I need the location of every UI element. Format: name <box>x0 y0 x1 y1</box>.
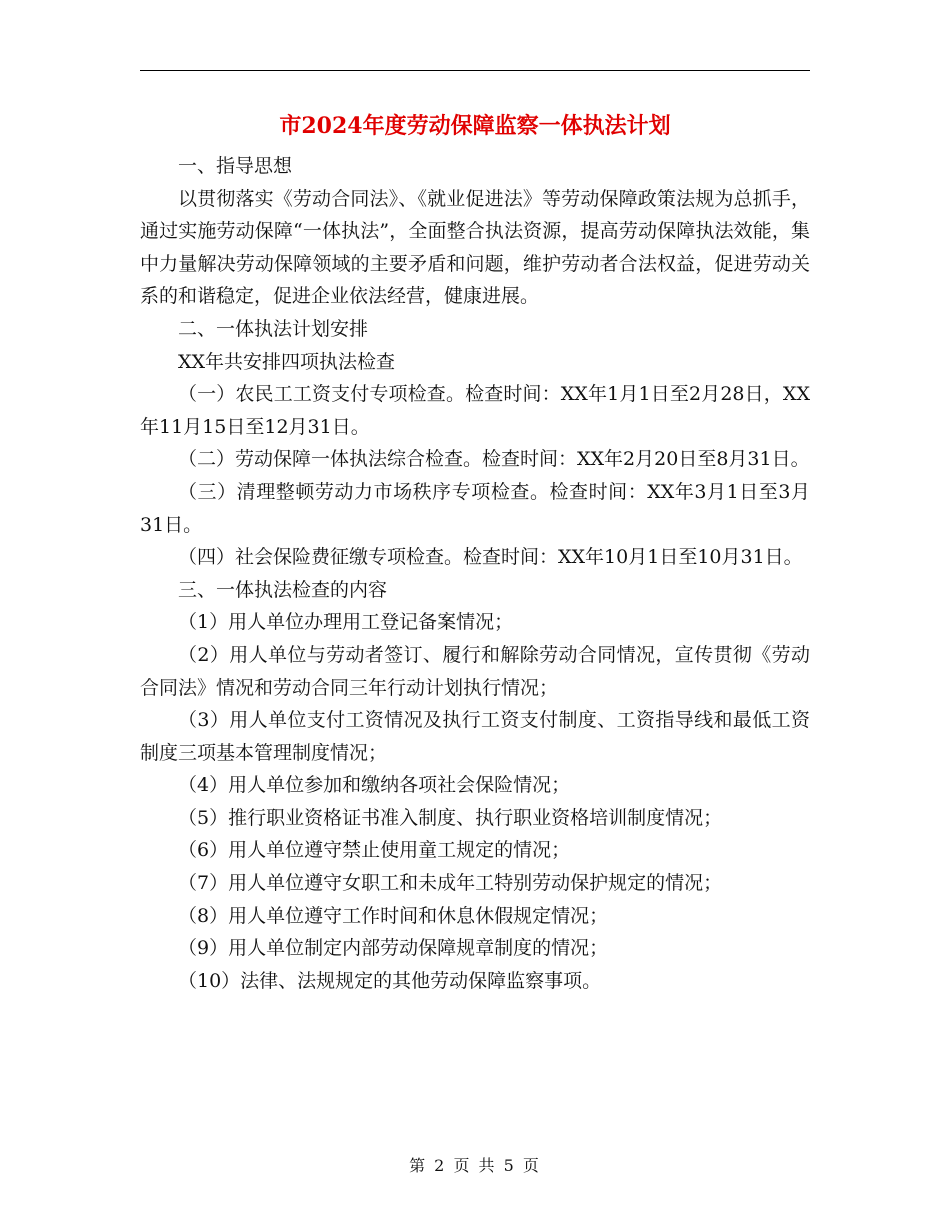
paragraph: （一）农民工工资支付专项检查。检查时间：XX年1月1日至2月28日，XX年11月15日至12月31日。 <box>140 383 810 438</box>
header-rule <box>140 70 810 71</box>
paragraph: 二、一体执法计划安排 <box>178 317 369 340</box>
paragraph: 以贯彻落实《劳动合同法》、《就业促进法》等劳动保障政策法规为总抓手，通过实施劳动保障“一体执法”，全面整合执法资源，提高劳动保障执法效能，集中力量解决劳动保障领域的主要矛盾和问题，维护劳动者合法权益，促进劳动关系的和谐稳定，促进企业依法经营，健康进展。 <box>140 187 810 308</box>
paragraph: （9）用人单位制定内部劳动保障规章制度的情况； <box>178 937 609 960</box>
document-title: 市2024年度劳动保障监察一体执法计划 <box>279 113 671 139</box>
paragraph: XX年共安排四项执法检查 <box>178 350 396 373</box>
paragraph: （3）用人单位支付工资情况及执行工资支付制度、工资指导线和最低工资制度三项基本管理制度情况； <box>140 709 810 764</box>
paragraph: （二）劳动保障一体执法综合检查。检查时间：XX年2月20日至8月31日。 <box>178 448 810 471</box>
paragraph: 三、一体执法检查的内容 <box>178 578 388 601</box>
paragraph: （8）用人单位遵守工作时间和休息休假规定情况； <box>178 904 609 927</box>
paragraph: （10）法律、法规规定的其他劳动保障监察事项。 <box>178 969 602 992</box>
paragraph: （1）用人单位办理用工登记备案情况； <box>178 611 514 634</box>
paragraph: （2）用人单位与劳动者签订、履行和解除劳动合同情况，宣传贯彻《劳动合同法》情况和劳动合同三年行动计划执行情况； <box>140 643 810 699</box>
paragraph: （四）社会保险费征缴专项检查。检查时间：XX年10月1日至10月31日。 <box>178 546 803 569</box>
paragraph: （4）用人单位参加和缴纳各项社会保险情况； <box>178 774 571 797</box>
paragraph: （7）用人单位遵守女职工和未成年工特别劳动保护规定的情况； <box>178 872 723 895</box>
paragraph: （6）用人单位遵守禁止使用童工规定的情况； <box>178 839 571 862</box>
paragraph: （三）清理整顿劳动力市场秩序专项检查。检查时间：XX年3月1日至3月31日。 <box>140 480 810 536</box>
paragraph: （5）推行职业资格证书准入制度、执行职业资格培训制度情况； <box>178 806 723 829</box>
paragraph: 一、指导思想 <box>178 155 293 177</box>
document-body <box>140 150 810 997</box>
page-number-footer: 第 2 页 共 5 页 <box>409 1156 541 1175</box>
